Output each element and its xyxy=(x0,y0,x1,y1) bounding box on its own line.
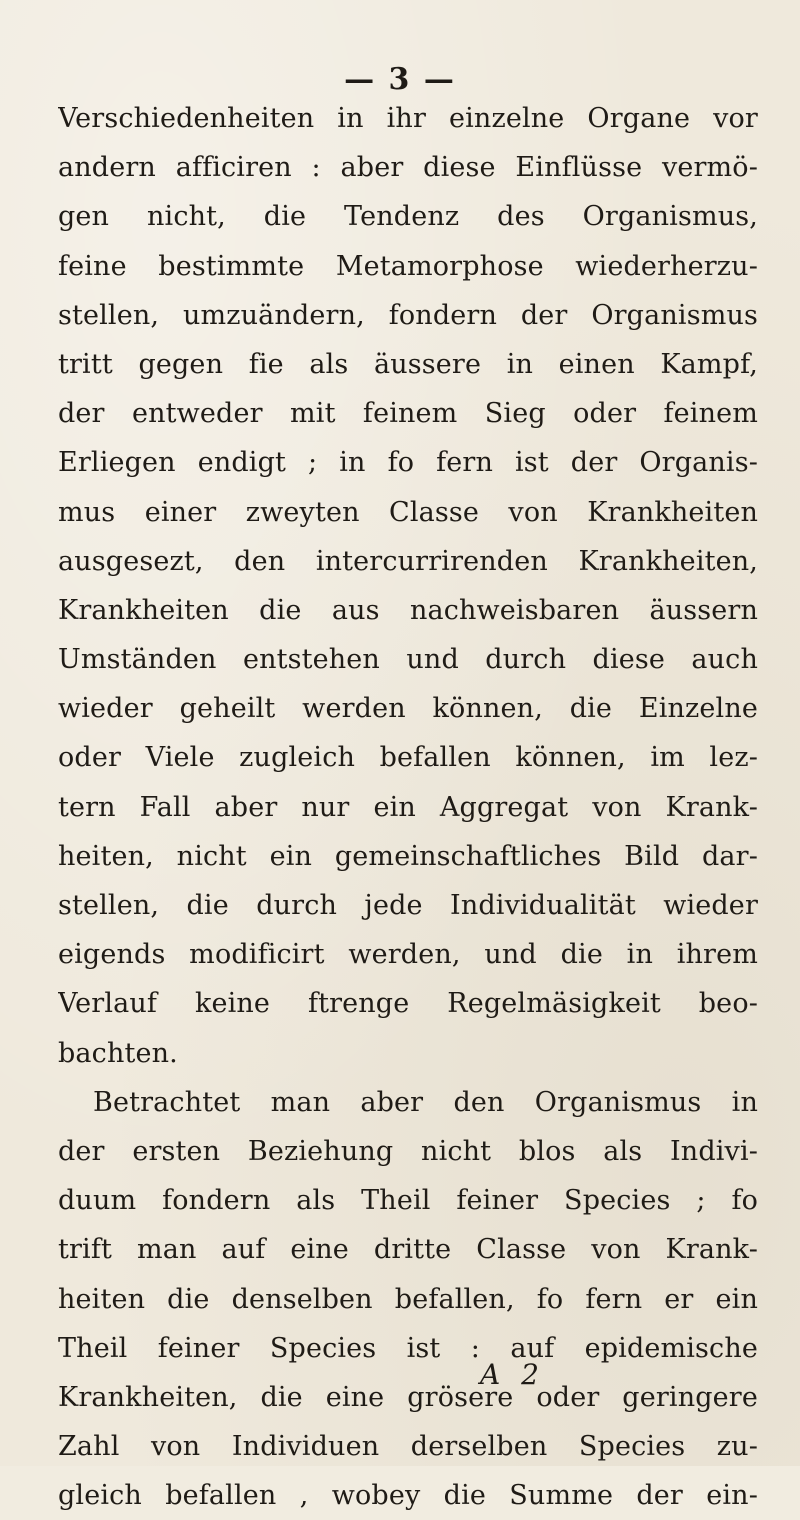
text-line: trift man auf eine dritte Classe von Krank- xyxy=(58,1234,758,1266)
text-line: stellen, umzuändern, fondern der Organismus xyxy=(58,299,758,331)
text-line: eigends modificirt werden, und die in ihrem xyxy=(58,939,758,971)
text-line: Umständen entstehen und durch diese auch xyxy=(58,644,758,676)
text-line: heiten, nicht ein gemeinschaftliches Bild dar- xyxy=(58,840,758,872)
text-line: stellen, die durch jede Individualität wieder xyxy=(58,890,758,921)
signature-mark: A 2 xyxy=(480,1358,545,1391)
text-line: gleich befallen , wobey die Summe der ein- xyxy=(58,1480,758,1512)
text-line: der ersten Beziehung nicht blos als Indivi- xyxy=(58,1135,758,1167)
text-line: feine bestimmte Metamorphose wiederherzu- xyxy=(58,250,758,282)
page-number: — 3 — xyxy=(344,62,456,97)
text-line: duum fondern als Theil feiner Species ; fo xyxy=(58,1185,758,1217)
text-line: der entweder mit feinem Sieg oder feinem xyxy=(58,398,758,430)
text-line: Zahl von Individuen derselben Species zu- xyxy=(58,1431,758,1463)
text-line: bachten. xyxy=(58,1037,178,1069)
text-line: heiten die denselben befallen, fo fern er ein xyxy=(58,1283,758,1315)
text-line: tern Fall aber nur ein Aggregat von Krank- xyxy=(58,791,758,823)
text-line: ausgesezt, den intercurrirenden Krankheiten, xyxy=(58,545,758,577)
text-line: oder Viele zugleich befallen können, im lez- xyxy=(58,742,758,774)
text-line: Erliegen endigt ; in fo fern ist der Organis- xyxy=(58,447,758,479)
text-line: gen nicht, die Tendenz des Organismus, xyxy=(58,201,758,233)
text-line: Verschiedenheiten in ihr einzelne Organe vor xyxy=(58,103,758,134)
body-text xyxy=(58,94,758,1520)
text-line: tritt gegen fie als äussere in einen Kampf, xyxy=(58,348,758,380)
text-line: wieder geheilt werden können, die Einzelne xyxy=(58,693,758,725)
text-line: Theil feiner Species ist : auf epidemische xyxy=(58,1332,758,1364)
text-line: andern afficiren : aber diese Einflüsse vermö- xyxy=(58,152,758,184)
text-line: Verlauf keine ftrenge Regelmäsigkeit beo- xyxy=(58,988,758,1020)
text-line: Krankheiten die aus nachweisbaren äussern xyxy=(58,594,758,626)
text-line: mus einer zweyten Classe von Krankheiten xyxy=(58,496,758,528)
text-line: Krankheiten, die eine grösere oder geringere xyxy=(58,1381,758,1413)
paragraph-first-line: Betrachtet man aber den Organismus in xyxy=(93,1086,758,1118)
